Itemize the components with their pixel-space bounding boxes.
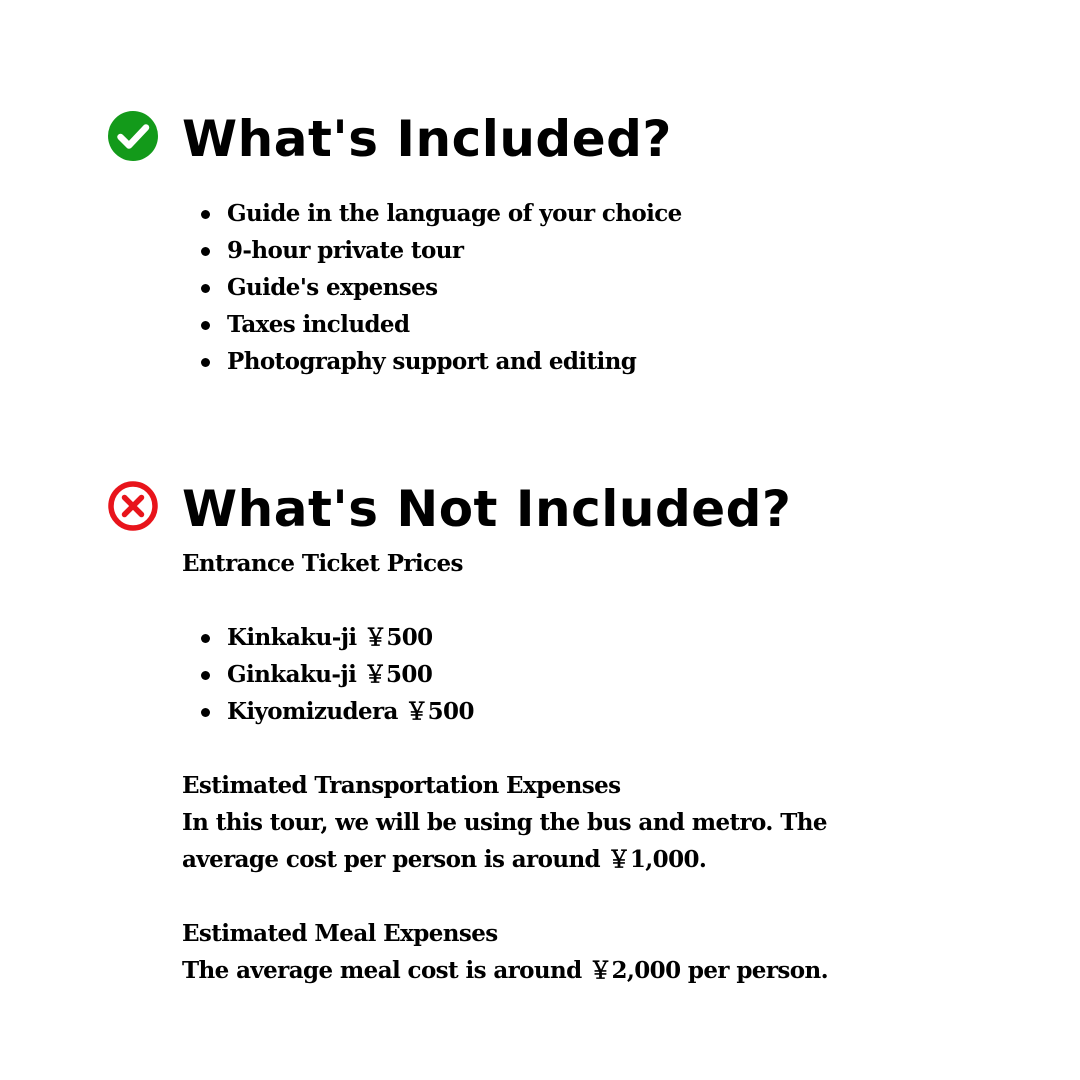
not-included-title: What's Not Included?	[182, 480, 792, 538]
transport-heading: Estimated Transportation Expenses	[182, 772, 621, 799]
list-item: Photography support and editing	[201, 343, 1008, 380]
meal-heading: Estimated Meal Expenses	[182, 920, 498, 947]
list-item: Kiyomizudera ￥500	[201, 693, 1008, 730]
meal-text: The average meal cost is around ￥2,000 per person.	[182, 957, 828, 984]
not-included-heading-row	[108, 474, 1008, 544]
check-circle-icon	[108, 111, 158, 161]
x-circle-icon	[108, 481, 158, 531]
ticket-block	[182, 545, 902, 582]
ticket-prices-heading: Entrance Ticket Prices	[182, 550, 463, 577]
ticket-prices-list	[108, 619, 1008, 730]
transport-text: In this tour, we will be using the bus and metro. The average cost per person is around ￥1,000.	[182, 809, 827, 873]
meal-block	[182, 915, 902, 989]
list-item: Guide in the language of your choice	[201, 195, 1008, 232]
included-heading-row	[108, 104, 1008, 174]
list-item: 9-hour private tour	[201, 232, 1008, 269]
included-title: What's Included?	[182, 110, 672, 168]
list-item: Ginkaku-ji ￥500	[201, 656, 1008, 693]
list-item: Guide's expenses	[201, 269, 1008, 306]
included-section	[108, 104, 1008, 380]
not-included-section	[108, 474, 1008, 989]
included-list	[108, 195, 1008, 380]
list-item: Kinkaku-ji ￥500	[201, 619, 1008, 656]
transport-block	[182, 767, 902, 878]
list-item: Taxes included	[201, 306, 1008, 343]
